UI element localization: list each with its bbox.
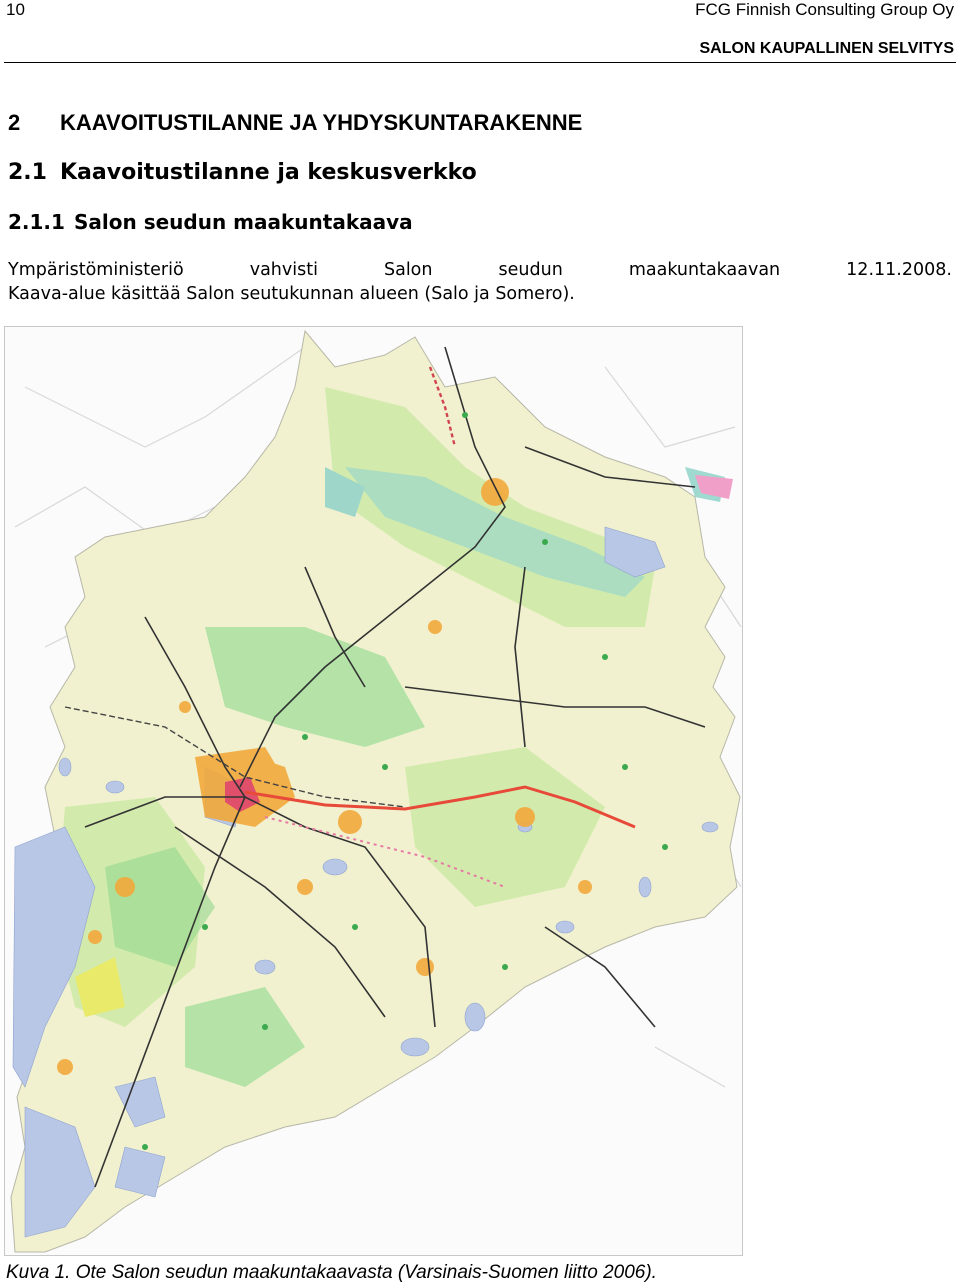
heading-1-number: 2 xyxy=(8,110,21,135)
paragraph-line-1 xyxy=(8,258,952,282)
heading-3 xyxy=(8,210,413,234)
heading-3-text: Salon seudun maakuntakaava xyxy=(74,210,413,234)
word: maakuntakaavan xyxy=(628,260,781,280)
header-rule xyxy=(4,62,956,63)
heading-2-text: Kaavoitustilanne ja keskusverkko xyxy=(60,160,477,185)
page-number: 10 xyxy=(6,0,25,19)
word: Salon xyxy=(383,260,433,280)
word: Ympäristöministeriö xyxy=(8,260,184,280)
regional-plan-map xyxy=(4,326,743,1256)
heading-1-text: KAAVOITUSTILANNE JA YHDYSKUNTARAKENNE xyxy=(60,110,583,135)
word: seudun xyxy=(498,260,563,280)
report-title: SALON KAUPALLINEN SELVITYS xyxy=(699,40,954,57)
company-name: FCG Finnish Consulting Group Oy xyxy=(695,0,954,19)
paragraph-line-2: Kaava-alue käsittää Salon seutukunnan alueen (Salo ja Somero). xyxy=(8,284,575,304)
heading-1 xyxy=(8,110,582,136)
body-paragraph xyxy=(8,258,952,306)
heading-2-number: 2.1 xyxy=(8,160,47,185)
map-drawing xyxy=(5,327,742,1255)
word: vahvisti xyxy=(249,260,318,280)
heading-3-number: 2.1.1 xyxy=(8,210,65,234)
word: 12.11.2008. xyxy=(846,260,952,280)
heading-2 xyxy=(8,160,477,185)
figure-caption: Kuva 1. Ote Salon seudun maakuntakaavasta (Varsinais-Suomen liitto 2006). xyxy=(6,1262,657,1283)
